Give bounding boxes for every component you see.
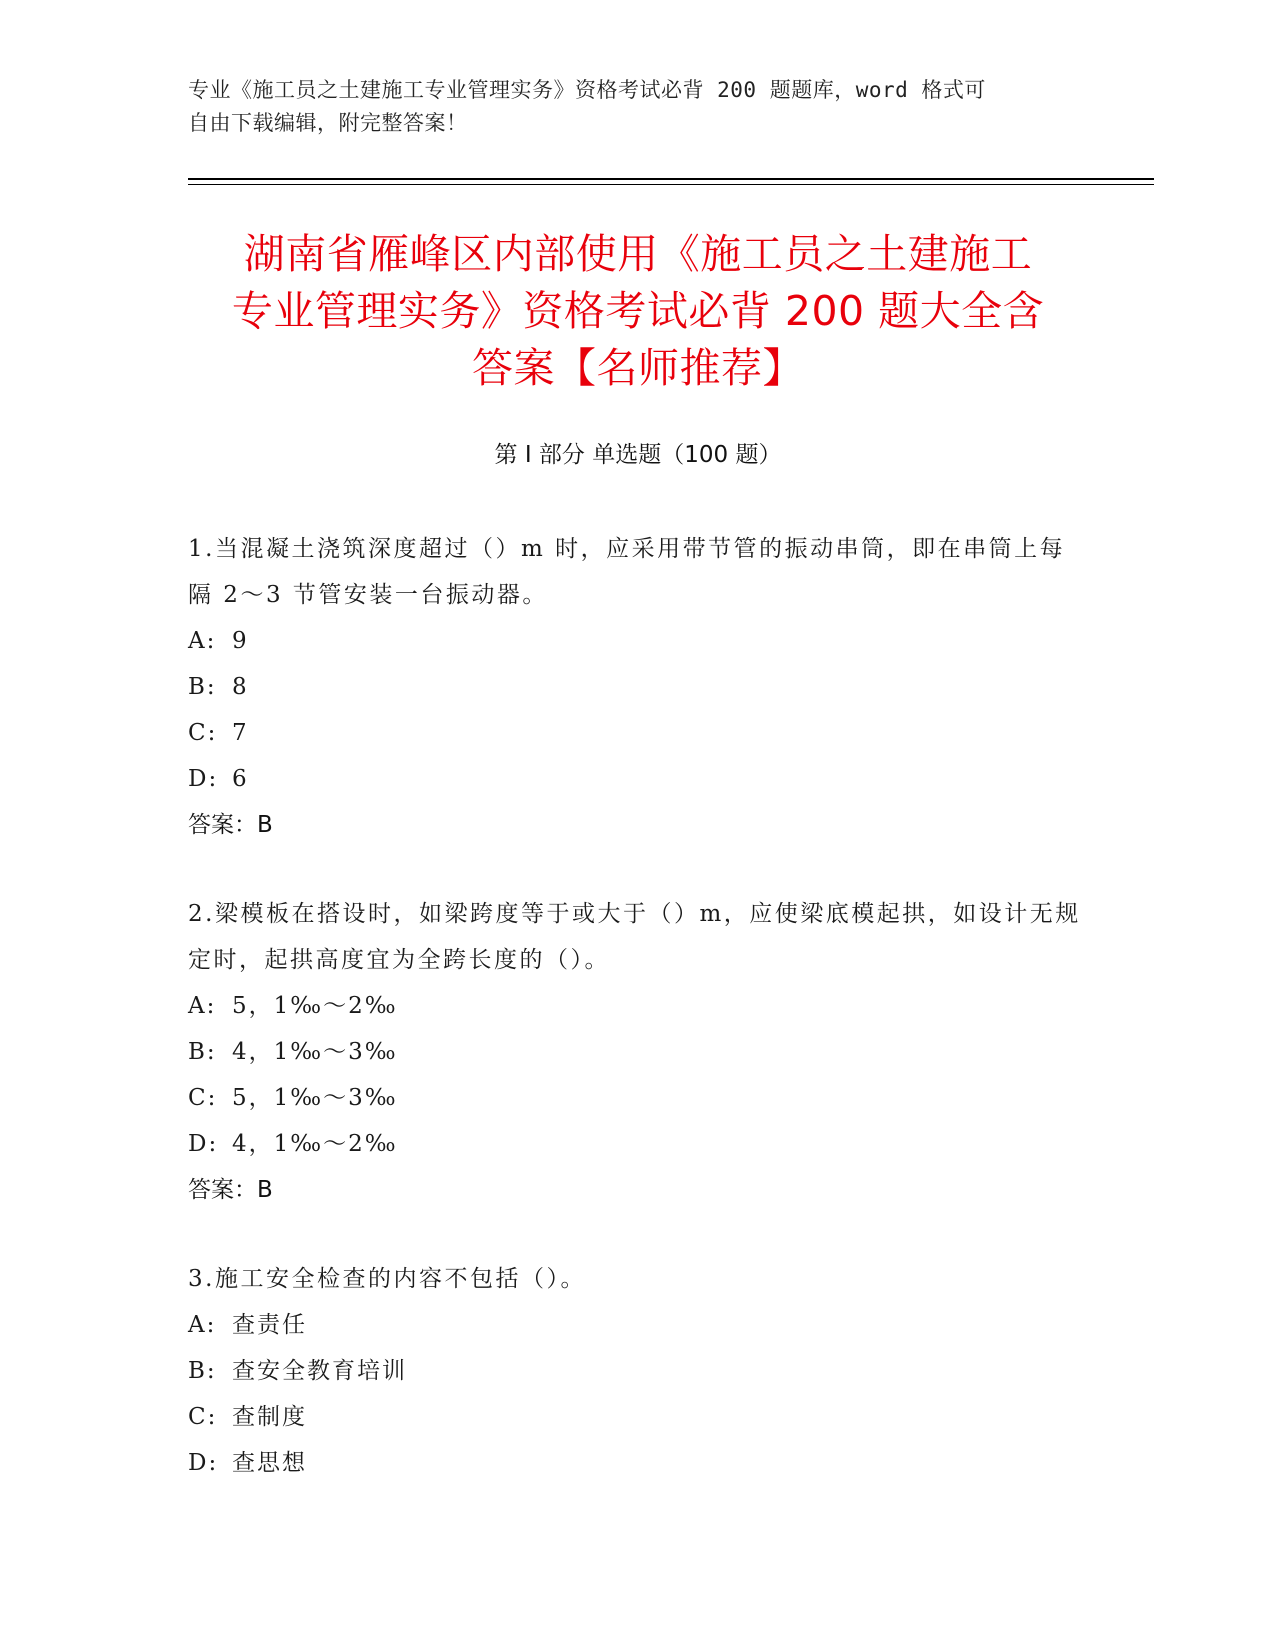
part-heading: 第 I 部分 单选题（100 题） xyxy=(494,442,782,468)
title-line-3: 答案【名师推荐】 xyxy=(472,344,804,392)
option-text: 查制度 xyxy=(232,1404,307,1430)
option-text: 查思想 xyxy=(232,1450,307,1476)
option-a xyxy=(188,618,1088,664)
option-text: 9 xyxy=(232,628,249,654)
option-key: C: xyxy=(188,1404,218,1430)
question-2 xyxy=(188,891,1088,1213)
option-c xyxy=(188,1075,1088,1121)
option-key: A: xyxy=(188,1312,217,1338)
option-key: A: xyxy=(188,993,217,1019)
option-b xyxy=(188,1348,1088,1394)
question-3 xyxy=(188,1256,1088,1486)
option-d xyxy=(188,1440,1088,1486)
option-a xyxy=(188,983,1088,1029)
option-text: 查责任 xyxy=(232,1312,307,1338)
option-text: 4，1‰～3‰ xyxy=(232,1039,398,1065)
option-b xyxy=(188,1029,1088,1075)
header-note xyxy=(188,74,1088,140)
question-1 xyxy=(188,526,1088,848)
option-text: 5，1‰～3‰ xyxy=(232,1085,398,1111)
title-line-1: 湖南省雁峰区内部使用《施工员之土建施工 xyxy=(243,230,1033,278)
answer-line: 答案：B xyxy=(188,1177,273,1203)
answer-line: 答案：B xyxy=(188,812,273,838)
question-stem: 3.施工安全检查的内容不包括（）。 xyxy=(188,1266,586,1292)
question-stem: 1.当混凝土浇筑深度超过（）m 时，应采用带节管的振动串筒，即在串筒上每隔 2～3 节管安装一台振动器。 xyxy=(188,536,1066,608)
header-rule-thin xyxy=(188,184,1154,185)
option-d xyxy=(188,1121,1088,1167)
header-note-line-2: 自由下载编辑，附完整答案！ xyxy=(188,111,468,135)
question-stem: 2.梁模板在搭设时，如梁跨度等于或大于（）m，应使梁底模起拱，如设计无规定时，起拱高度宜为全跨长度的（）。 xyxy=(188,901,1081,973)
title-line-2: 专业管理实务》资格考试必背 200 题大全含 xyxy=(231,287,1045,335)
option-key: C: xyxy=(188,1085,218,1111)
option-text: 4，1‰～2‰ xyxy=(232,1131,398,1157)
question-list xyxy=(188,526,1088,1529)
option-key: D: xyxy=(188,1450,219,1476)
option-text: 8 xyxy=(232,674,249,700)
option-b xyxy=(188,664,1088,710)
option-text: 查安全教育培训 xyxy=(232,1358,407,1384)
header-rule-thick xyxy=(188,178,1154,180)
option-key: D: xyxy=(188,1131,219,1157)
option-text: 5，1‰～2‰ xyxy=(232,993,398,1019)
option-d xyxy=(188,756,1088,802)
option-a xyxy=(188,1302,1088,1348)
option-text: 6 xyxy=(232,766,249,792)
option-key: B: xyxy=(188,1358,217,1384)
document-title xyxy=(188,226,1088,397)
option-key: B: xyxy=(188,674,217,700)
option-key: C: xyxy=(188,720,218,746)
option-key: B: xyxy=(188,1039,217,1065)
option-c xyxy=(188,710,1088,756)
option-key: D: xyxy=(188,766,219,792)
option-key: A: xyxy=(188,628,217,654)
option-text: 7 xyxy=(232,720,249,746)
header-note-line-1: 专业《施工员之土建施工专业管理实务》资格考试必背 200 题题库，word 格式可 xyxy=(188,78,986,102)
option-c xyxy=(188,1394,1088,1440)
